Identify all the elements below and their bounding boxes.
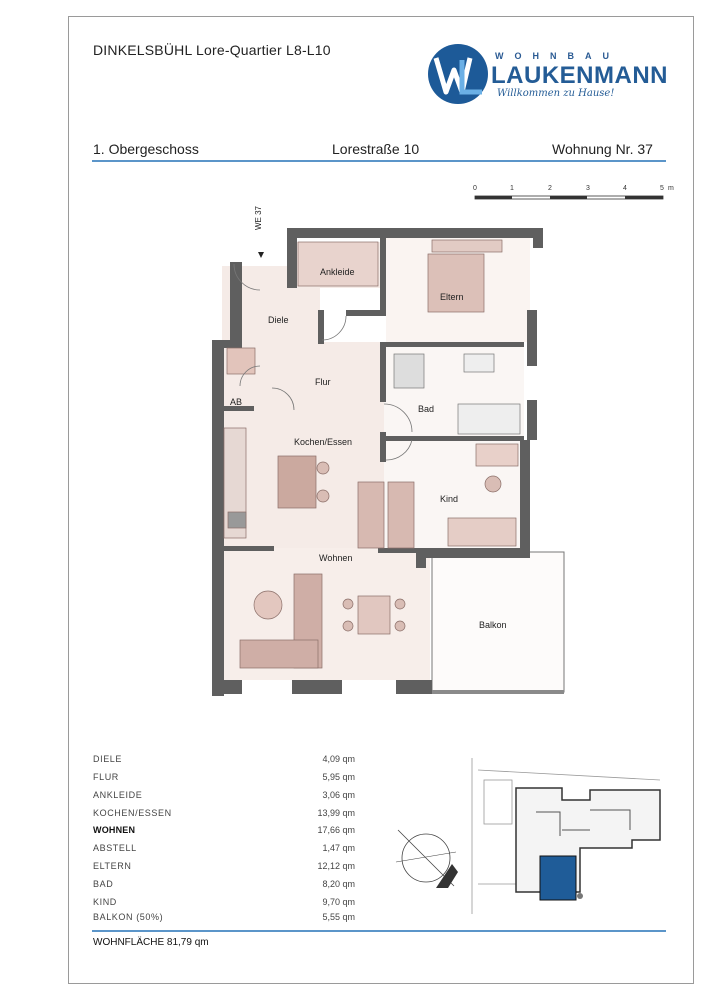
room-label: Balkon <box>479 620 507 630</box>
brand-tagline: Willkommen zu Hause! <box>497 88 615 99</box>
area-name: FLUR <box>93 772 119 782</box>
area-name: ELTERN <box>93 861 132 871</box>
room-label: Ankleide <box>320 267 355 277</box>
area-value: 3,06 qm <box>322 790 355 800</box>
area-name: BAD <box>93 879 114 889</box>
area-name: KOCHEN/ESSEN <box>93 808 172 818</box>
area-value: 17,66 qm <box>317 825 355 835</box>
area-value: 8,20 qm <box>322 879 355 889</box>
area-value: 13,99 qm <box>317 808 355 818</box>
scale-tick: 4 <box>623 185 627 192</box>
area-value: 5,55 qm <box>322 912 355 922</box>
area-name: BALKON (50%) <box>93 912 164 922</box>
unit-label: Wohnung Nr. 37 <box>552 141 653 157</box>
area-value: 9,70 qm <box>322 897 355 907</box>
room-label: AB <box>230 397 243 407</box>
room-label: Kochen/Essen <box>294 437 353 447</box>
scale-tick: 1 <box>510 185 514 192</box>
scale-unit: m <box>668 185 674 192</box>
area-name: ABSTELL <box>93 843 137 853</box>
room-label: Diele <box>268 315 289 325</box>
project-title: DINKELSBÜHL Lore-Quartier L8-L10 <box>93 42 331 58</box>
room-label: Bad <box>418 404 435 414</box>
scale-tick: 2 <box>548 185 552 192</box>
brand-top: WOHNBAU <box>495 51 620 61</box>
area-name: KIND <box>93 897 117 907</box>
area-value: 5,95 qm <box>322 772 355 782</box>
room-label: Eltern <box>440 292 464 302</box>
area-name: WOHNEN <box>93 825 136 835</box>
room-label: Flur <box>315 377 331 387</box>
entry-label: WE 37 <box>254 205 263 230</box>
area-name: DIELE <box>93 754 123 764</box>
footer-rule <box>92 930 666 932</box>
area-name: ANKLEIDE <box>93 790 143 800</box>
room-label: Kind <box>440 494 459 504</box>
entry-arrow-icon <box>258 252 264 258</box>
area-value: 4,09 qm <box>322 754 355 764</box>
floor-label: 1. Obergeschoss <box>93 141 199 157</box>
scale-tick: 3 <box>586 185 590 192</box>
scale-tick: 5 <box>660 185 664 192</box>
balcony-railing <box>432 690 564 694</box>
total-area: WOHNFLÄCHE 81,79 qm <box>93 937 209 948</box>
area-value: 12,12 qm <box>317 861 355 871</box>
street-label: Lorestraße 10 <box>332 141 420 157</box>
scale-tick: 0 <box>473 185 477 192</box>
room-label: Wohnen <box>319 553 353 563</box>
brand-name: LAUKENMANN <box>491 62 668 89</box>
area-value: 1,47 qm <box>322 843 355 853</box>
